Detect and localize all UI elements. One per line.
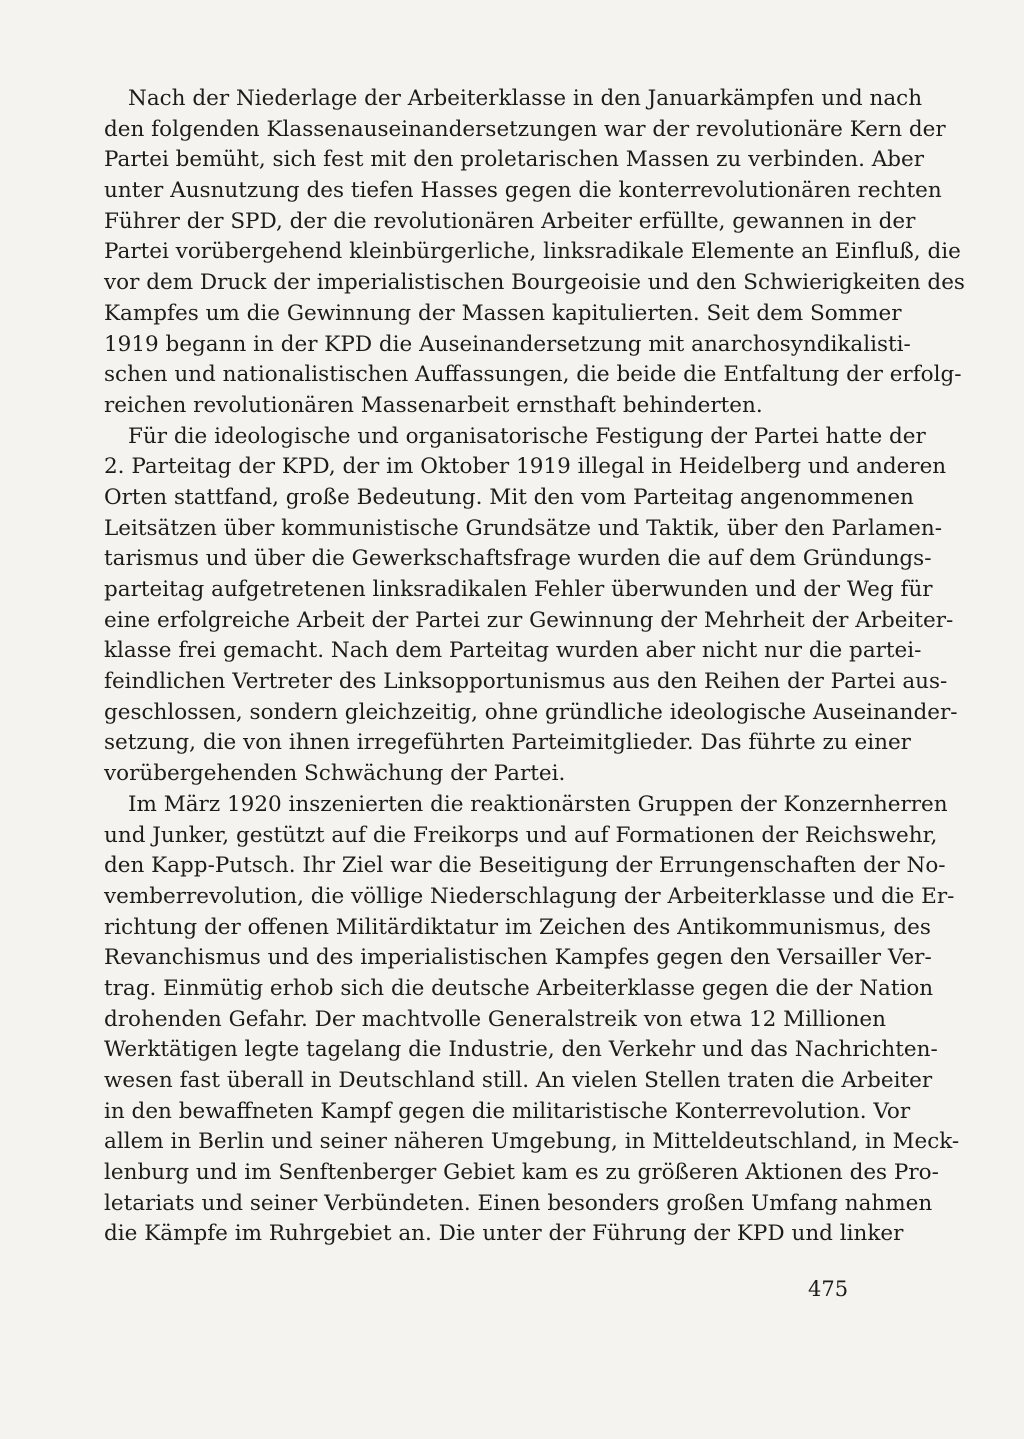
text-line: in den bewaffneten Kampf gegen die militaristische Konterrevolution. Vor — [104, 1098, 911, 1124]
paragraph — [104, 84, 965, 422]
text-line: richtung der offenen Militärdiktatur im Zeichen des Antikommunismus, des — [104, 914, 931, 940]
text-line: Partei vorübergehend kleinbürgerliche, linksradikale Elemente an Einfluß, die — [104, 239, 961, 265]
text-line: parteitag aufgetretenen linksradikalen Fehler überwunden und der Weg für — [104, 577, 933, 602]
text-line: allem in Berlin und seiner näheren Umgebung, in Mitteldeutschland, in Meck- — [104, 1129, 960, 1155]
text-line: und Junker, gestützt auf die Freikorps und auf Formationen der Reichswehr, — [104, 822, 938, 848]
text-line: trag. Einmütig erhob sich die deutsche Arbeiterklasse gegen die der Nation — [104, 975, 934, 1001]
text-line: den Kapp-Putsch. Ihr Ziel war die Beseitigung der Errungenschaften der No- — [104, 853, 946, 879]
text-line: wesen fast überall in Deutschland still. An vielen Stellen traten die Arbeiter — [104, 1068, 933, 1093]
text-line: klasse frei gemacht. Nach dem Parteitag wurden aber nicht nur die partei- — [104, 638, 922, 664]
text-line: geschlossen, sondern gleichzeitig, ohne gründliche ideologische Auseinander- — [104, 699, 958, 725]
paragraph — [104, 790, 960, 1250]
text-line: reichen revolutionären Massenarbeit ernsthaft behinderten. — [104, 392, 763, 418]
text-line: Nach der Niederlage der Arbeiterklasse in den Januarkämpfen und nach — [128, 86, 923, 111]
text-line: lenburg und im Senftenberger Gebiet kam es zu größeren Aktionen des Pro- — [104, 1160, 939, 1186]
page-number: 475 — [808, 1277, 849, 1301]
text-line: eine erfolgreiche Arbeit der Partei zur Gewinnung der Mehrheit der Arbeiter- — [104, 607, 954, 633]
text-line: unter Ausnutzung des tiefen Hasses gegen die konterrevolutionären rechten — [104, 178, 942, 204]
text-line: drohenden Gefahr. Der machtvolle Generalstreik von etwa 12 Millionen — [104, 1006, 886, 1032]
text-line: 1919 begann in der KPD die Auseinandersetzung mit anarchosyndikalisti- — [104, 331, 911, 357]
text-line: Für die ideologische und organisatorische Festigung der Partei hatte der — [128, 423, 926, 449]
text-line: vor dem Druck der imperialistischen Bourgeoisie und den Schwierigkeiten des — [104, 270, 965, 296]
text-line: den folgenden Klassenauseinandersetzungen war der revolutionäre Kern der — [104, 116, 946, 142]
text-line: Im März 1920 inszenierten die reaktionärsten Gruppen der Konzernherren — [128, 791, 948, 817]
text-line: setzung, die von ihnen irregeführten Parteimitglieder. Das führte zu einer — [104, 730, 911, 756]
text-line: Kampfes um die Gewinnung der Massen kapitulierten. Seit dem Sommer — [104, 300, 902, 326]
text-line: 2. Parteitag der KPD, der im Oktober 1919 illegal in Heidelberg und anderen — [104, 454, 947, 480]
text-line: schen und nationalistischen Auffassungen, die beide die Entfaltung der erfolg- — [104, 362, 962, 388]
text-line: Führer der SPD, der die revolutionären Arbeiter erfüllte, gewannen in der — [104, 208, 916, 234]
text-line: feindlichen Vertreter des Linksopportunismus aus den Reihen der Partei aus- — [104, 669, 948, 695]
text-line: vorübergehenden Schwächung der Partei. — [104, 761, 566, 787]
text-line: Orten stattfand, große Bedeutung. Mit den vom Parteitag angenommenen — [104, 484, 914, 510]
text-line: tarismus und über die Gewerkschaftsfrage wurden die auf dem Gründungs- — [104, 546, 932, 572]
text-line: Revanchismus und des imperialistischen Kampfes gegen den Versailler Ver- — [104, 945, 932, 971]
text-line: die Kämpfe im Ruhrgebiet an. Die unter der Führung der KPD und linker — [104, 1221, 904, 1247]
text-line: vemberrevolution, die völlige Niederschlagung der Arbeiterklasse und die Er- — [104, 883, 955, 909]
paragraph — [104, 422, 958, 790]
text-line: letariats und seiner Verbündeten. Einen besonders großen Umfang nahmen — [104, 1190, 933, 1216]
text-line: Leitsätzen über kommunistische Grundsätze und Taktik, über den Parlamen- — [104, 515, 942, 541]
text-line: Partei bemüht, sich fest mit den proletarischen Massen zu verbinden. Aber — [104, 147, 925, 173]
body-text — [104, 84, 965, 1250]
text-line: Werktätigen legte tagelang die Industrie, den Verkehr und das Nachrichten- — [104, 1037, 938, 1063]
